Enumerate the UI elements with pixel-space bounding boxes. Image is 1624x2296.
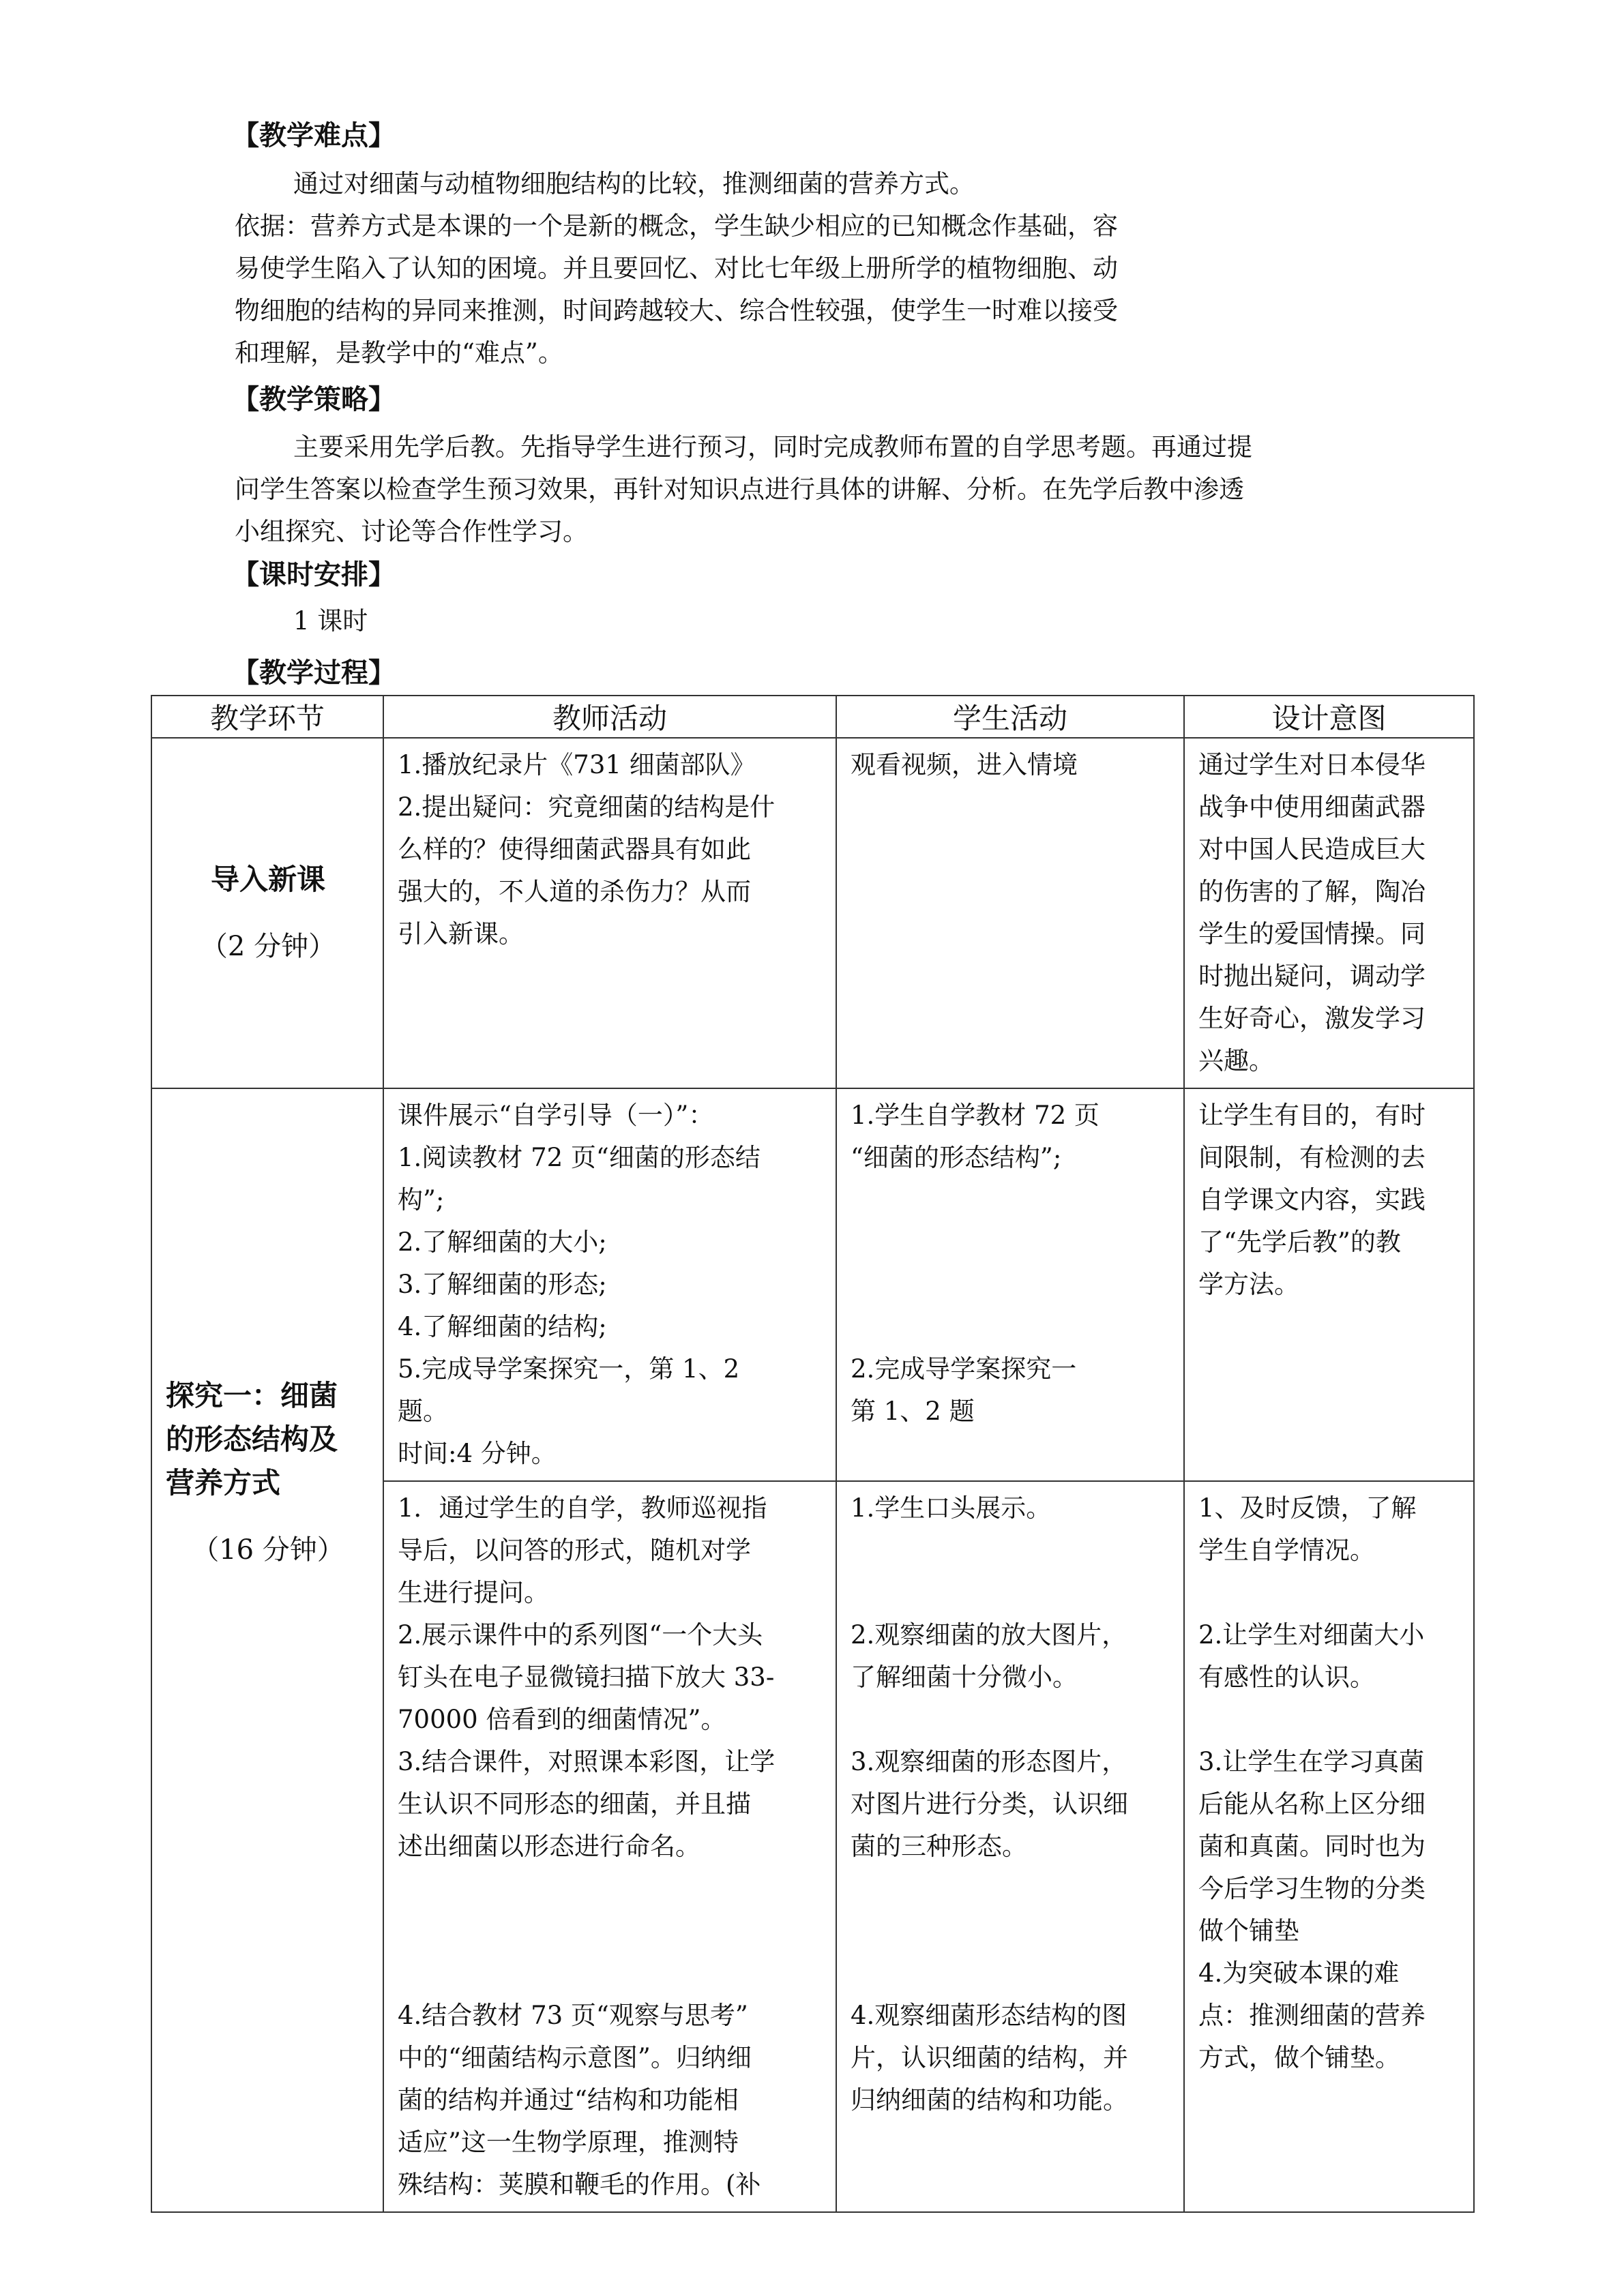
strategy-heading: 【教学策略】 — [232, 384, 396, 415]
cell-line: 1.阅读教材 72 页“细菌的形态结 — [398, 1143, 761, 1172]
teacher-activity-cell — [383, 738, 836, 1088]
cell-line: 70000 倍看到的细菌情况”。 — [398, 1705, 726, 1734]
schedule-line: 1 课时 — [293, 606, 368, 636]
difficulty-line: 物细胞的结构的异同来推测，时间跨越较大、综合性较强，使学生一时难以接受 — [235, 296, 1118, 325]
cell-line: 2.完成导学案探究一 — [851, 1354, 1077, 1384]
cell-line: 构”; — [398, 1185, 445, 1214]
schedule-text — [235, 600, 1381, 642]
design-intent-cell — [1184, 738, 1474, 1088]
cell-line: 菌的结构并通过“结构和功能相 — [398, 2085, 739, 2115]
cell-line: 4.了解细菌的结构; — [398, 1312, 607, 1341]
cell-line: 述出细菌以形态进行命名。 — [398, 1832, 700, 1861]
stage-name: 营养方式 — [166, 1466, 281, 1500]
cell-line: 适应”这一生物学原理，推测特 — [398, 2128, 739, 2157]
cell-line: 2.让学生对细菌大小 — [1198, 1620, 1425, 1650]
strategy-text — [235, 426, 1381, 553]
difficulty-line: 和理解，是教学中的“难点”。 — [235, 338, 563, 368]
difficulty-line: 依据：营养方式是本课的一个是新的概念，学生缺少相应的已知概念作基础，容 — [235, 211, 1118, 241]
student-activity-cell — [836, 1088, 1184, 1481]
cell-line: 生进行提问。 — [398, 1578, 549, 1607]
cell-line: 归纳细菌的结构和功能。 — [851, 2085, 1128, 2115]
student-activity-cell — [836, 1481, 1184, 2212]
cell-line: 让学生有目的，有时 — [1198, 1101, 1426, 1130]
cell-line: 么样的？使得细菌武器具有如此 — [398, 835, 751, 864]
cell-line: 的伤害的了解，陶冶 — [1198, 877, 1426, 906]
cell-line: 1.播放纪录片《731 细菌部队》 — [398, 750, 756, 779]
table-row — [151, 1088, 1474, 1481]
stage-time: （2 分钟） — [200, 931, 336, 962]
column-header: 设计意图 — [1184, 696, 1474, 738]
cell-line: 1、及时反馈，了解 — [1198, 1493, 1417, 1523]
table-header-row — [151, 696, 1474, 738]
cell-line: 3.了解细菌的形态; — [398, 1270, 607, 1299]
cell-line: 3.结合课件，对照课本彩图，让学 — [398, 1747, 776, 1776]
cell-line: 菌和真菌。同时也为 — [1198, 1832, 1426, 1861]
strategy-line: 小组探究、讨论等合作性学习。 — [235, 517, 588, 546]
cell-line: 题。 — [398, 1397, 448, 1426]
cell-line: 引入新课。 — [398, 919, 524, 949]
teacher-activity-cell — [383, 1481, 836, 2212]
difficulty-line: 通过对细菌与动植物细胞结构的比较，推测细菌的营养方式。 — [293, 169, 975, 198]
cell-line: 学方法。 — [1198, 1270, 1299, 1299]
cell-line: 学生自学情况。 — [1198, 1536, 1375, 1565]
design-intent-cell — [1184, 1088, 1474, 1481]
cell-line: 4.结合教材 73 页“观察与思考” — [398, 2001, 748, 2030]
cell-line: 3.观察细菌的形态图片， — [851, 1747, 1127, 1776]
cell-line: 自学课文内容，实践 — [1198, 1185, 1426, 1214]
cell-line: 1.学生自学教材 72 页 — [851, 1101, 1099, 1130]
cell-line: 片，认识细菌的结构，并 — [851, 2043, 1128, 2072]
cell-line: 时抛出疑问，调动学 — [1198, 961, 1426, 991]
design-intent-cell — [1184, 1481, 1474, 2212]
cell-line: 生好奇心，激发学习 — [1198, 1004, 1426, 1033]
strategy-line: 主要采用先学后教。先指导学生进行预习，同时完成教师布置的自学思考题。再通过提 — [293, 432, 1252, 462]
stage-time: （16 分钟） — [192, 1534, 344, 1566]
cell-line: 点：推测细菌的营养 — [1198, 2001, 1426, 2030]
teaching-process-table — [151, 695, 1475, 2213]
stage-cell-intro — [151, 738, 383, 1088]
difficulty-heading: 【教学难点】 — [232, 120, 396, 151]
cell-line: 今后学习生物的分类 — [1198, 1874, 1426, 1903]
cell-line: 兴趣。 — [1198, 1046, 1274, 1075]
cell-line: 观看视频，进入情境 — [851, 750, 1078, 779]
teacher-activity-cell — [383, 1088, 836, 1481]
cell-line: 3.让学生在学习真菌 — [1198, 1747, 1425, 1776]
cell-line: 中的“细菌结构示意图”。归纳细 — [398, 2043, 752, 2072]
cell-line: 1．通过学生的自学，教师巡视指 — [398, 1493, 767, 1523]
cell-line: 第 1、2 题 — [851, 1397, 975, 1426]
cell-line: 钉头在电子显微镜扫描下放大 33- — [398, 1663, 775, 1692]
cell-line: 导后，以问答的形式，随机对学 — [398, 1536, 751, 1565]
stage-cell-explore — [151, 1088, 383, 2212]
strategy-line: 问学生答案以检查学生预习效果，再针对知识点进行具体的讲解、分析。在先学后教中渗透 — [235, 475, 1244, 504]
cell-line: 2.展示课件中的系列图“一个大头 — [398, 1620, 763, 1650]
cell-line: 做个铺垫 — [1198, 1916, 1299, 1945]
cell-line: 通过学生对日本侵华 — [1198, 750, 1426, 779]
table-row — [151, 738, 1474, 1088]
difficulty-line: 易使学生陷入了认知的困境。并且要回忆、对比七年级上册所学的植物细胞、动 — [235, 254, 1118, 283]
cell-line: 生认识不同形态的细菌，并且描 — [398, 1789, 751, 1819]
cell-line: 4.观察细菌形态结构的图 — [851, 2001, 1127, 2030]
cell-line: 学生的爱国情操。同 — [1198, 919, 1426, 949]
student-activity-cell — [836, 738, 1184, 1088]
cell-line: 殊结构：荚膜和鞭毛的作用。(补 — [398, 2170, 761, 2199]
process-heading: 【教学过程】 — [232, 657, 396, 689]
stage-name: 导入新课 — [210, 863, 325, 896]
cell-line: 有感性的认识。 — [1198, 1663, 1375, 1692]
cell-line: 时间:4 分钟。 — [398, 1439, 557, 1468]
cell-line: 间限制，有检测的去 — [1198, 1143, 1426, 1172]
column-header: 教师活动 — [383, 696, 836, 738]
column-header: 学生活动 — [836, 696, 1184, 738]
cell-line: 课件展示“自学引导（一）”： — [398, 1101, 714, 1130]
stage-name: 的形态结构及 — [166, 1422, 338, 1456]
cell-line: 2.观察细菌的放大图片， — [851, 1620, 1127, 1650]
cell-line: 2.提出疑问：究竟细菌的结构是什 — [398, 792, 776, 822]
column-header: 教学环节 — [151, 696, 383, 738]
cell-line: 5.完成导学案探究一，第 1、2 — [398, 1354, 740, 1384]
cell-line: 1.学生口头展示。 — [851, 1493, 1052, 1523]
cell-line: 2.了解细菌的大小; — [398, 1227, 607, 1257]
cell-line: 了“先学后教”的教 — [1198, 1227, 1401, 1257]
cell-line: 4.为突破本课的难 — [1198, 1958, 1400, 1988]
difficulty-text — [235, 163, 1381, 374]
cell-line: 对图片进行分类，认识细 — [851, 1789, 1128, 1819]
cell-line: 强大的，不人道的杀伤力？从而 — [398, 877, 751, 906]
cell-line: 对中国人民造成巨大 — [1198, 835, 1426, 864]
schedule-heading: 【课时安排】 — [232, 559, 396, 591]
stage-name: 探究一：细菌 — [166, 1379, 338, 1412]
cell-line: 了解细菌十分微小。 — [851, 1663, 1078, 1692]
cell-line: 方式，做个铺垫。 — [1198, 2043, 1400, 2072]
cell-line: 战争中使用细菌武器 — [1198, 792, 1426, 822]
cell-line: “细菌的形态结构”; — [851, 1143, 1062, 1172]
cell-line: 菌的三种形态。 — [851, 1832, 1027, 1861]
cell-line: 后能从名称上区分细 — [1198, 1789, 1426, 1819]
